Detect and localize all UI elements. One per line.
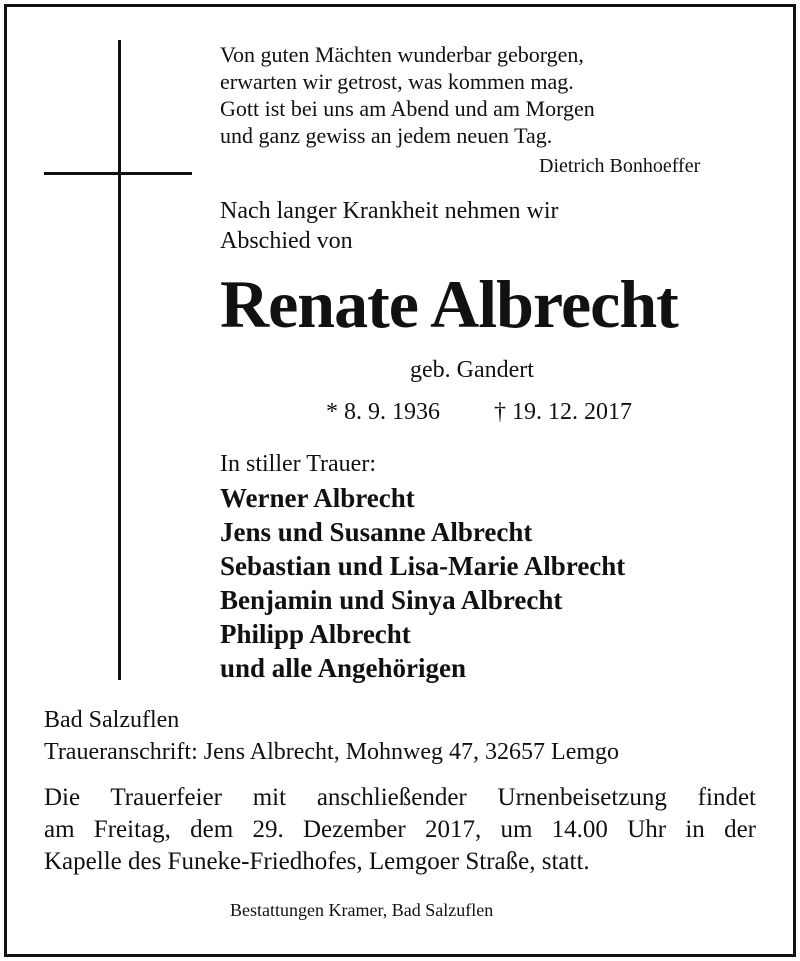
poem-line: Gott ist bei uns am Abend und am Morgen: [220, 96, 595, 121]
poem-line: Von guten Mächten wunderbar geborgen,: [220, 42, 584, 67]
cross-icon: [118, 40, 121, 680]
poem-line: erwarten wir getrost, was kommen mag.: [220, 69, 574, 94]
deceased-name: Renate Albrecht: [220, 266, 678, 342]
funeral-details-line: Kapelle des Funeke-Friedhofes, Lemgoer Straße, statt.: [44, 848, 590, 875]
funeral-details-line: am Freitag, dem 29. Dezember 2017, um 14.00 Uhr in der: [44, 816, 756, 843]
mourner-name: und alle Angehörigen: [220, 653, 467, 683]
birth-name: geb. Gandert: [410, 357, 534, 383]
cross-icon-bar: [44, 172, 192, 175]
mourning-address: Traueranschrift: Jens Albrecht, Mohnweg 47, 32657 Lemgo: [44, 739, 620, 765]
funeral-home: Bestattungen Kramer, Bad Salzuflen: [230, 900, 494, 920]
mourner-name: Sebastian und Lisa-Marie Albrecht: [220, 551, 626, 581]
intro-line: Nach langer Krankheit nehmen wir: [220, 198, 559, 224]
mourner-name: Benjamin und Sinya Albrecht: [220, 585, 563, 615]
intro-line: Abschied von: [220, 228, 353, 254]
mourner-name: Philipp Albrecht: [220, 619, 411, 649]
city: Bad Salzuflen: [44, 707, 180, 733]
mourner-name: Werner Albrecht: [220, 483, 415, 513]
mourner-name: Jens und Susanne Albrecht: [220, 517, 533, 547]
mourners-heading: In stiller Trauer:: [220, 451, 376, 477]
poem-author: Dietrich Bonhoeffer: [539, 155, 701, 177]
funeral-details-line: Die Trauerfeier mit anschließender Urnenbeisetzung findet: [44, 784, 756, 811]
poem-line: und ganz gewiss an jedem neuen Tag.: [220, 123, 553, 148]
death-date: † 19. 12. 2017: [494, 399, 632, 425]
birth-date: * 8. 9. 1936: [326, 399, 440, 425]
